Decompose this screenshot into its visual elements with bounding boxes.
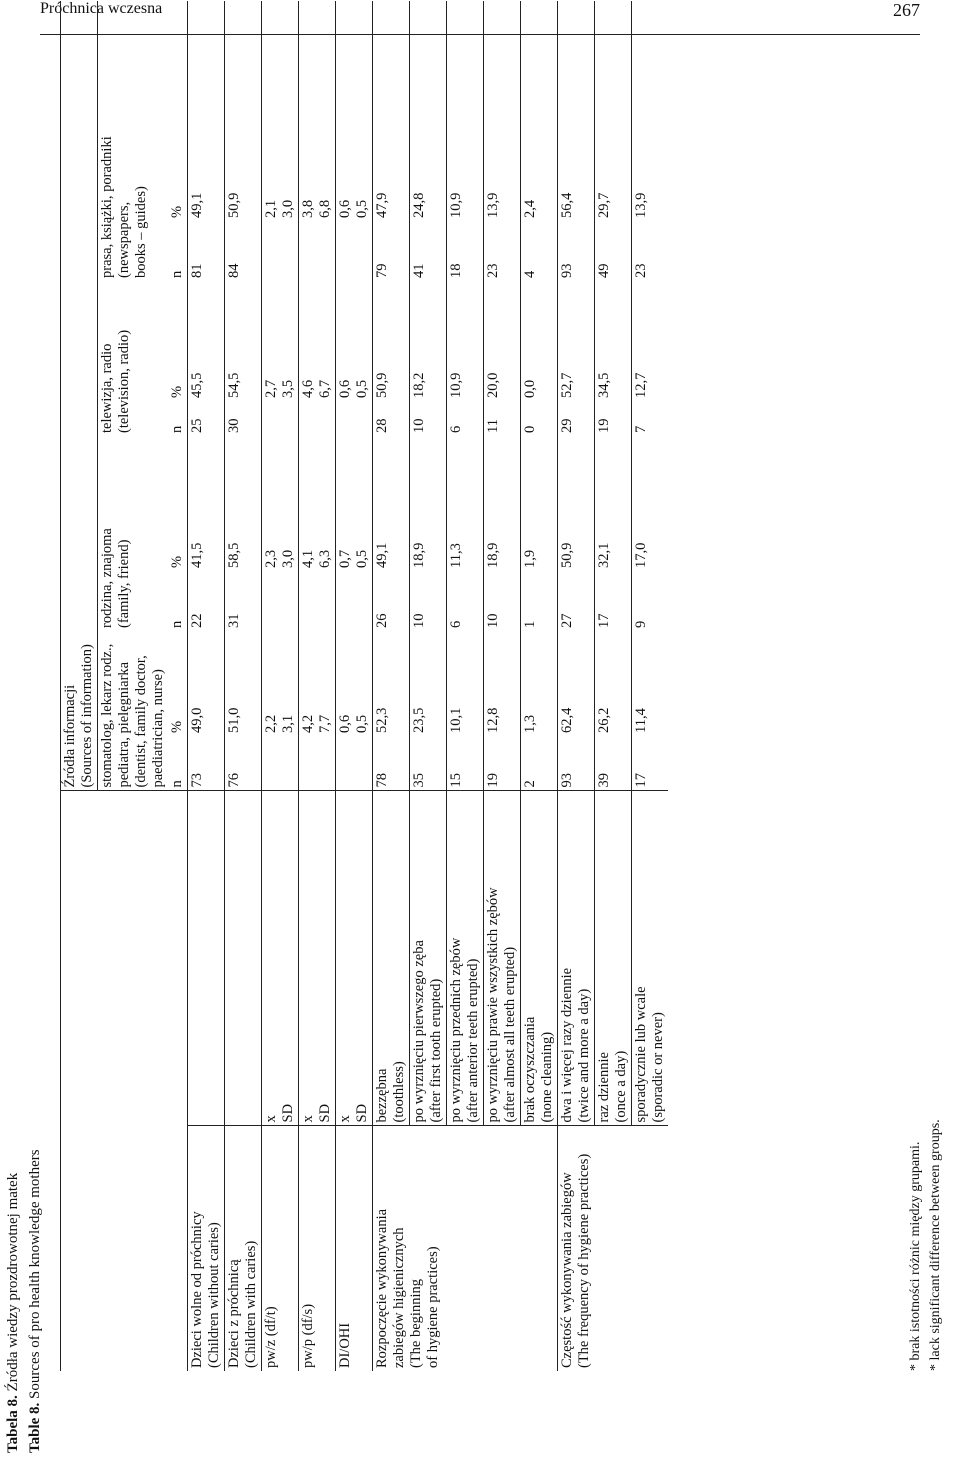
footnote-en: * lack significant difference between groups. <box>928 1119 943 1371</box>
row-sub-label: x SD <box>299 791 336 1126</box>
pct-header: % <box>168 436 188 571</box>
running-title: Próchnica wczesna <box>40 0 163 17</box>
value-cell: 0,0 <box>521 281 558 401</box>
value-cell: 93 <box>558 736 595 791</box>
value-cell: 4,2 7,7 <box>300 714 333 733</box>
value-cell: 0,7 0,5 <box>337 549 370 568</box>
value-cell: 17 <box>632 736 669 791</box>
value-cell: 58,5 <box>226 542 242 568</box>
table-row <box>262 1 299 1371</box>
item-label: po wyrznięciu pierwszego zęba (after first tooth erupted) <box>410 791 447 1126</box>
value-cell: 49,0 <box>189 707 205 733</box>
header-empty <box>61 791 188 1371</box>
item-label: sporadycznie lub wcale (sporadic or never) <box>632 791 669 1126</box>
n-header: n <box>168 221 188 281</box>
value-cell: 18,9 <box>410 436 447 571</box>
value-cell: 25 <box>189 418 205 433</box>
item-label: brak oczyszczania (none cleaning) <box>521 791 558 1126</box>
source-header: telewizja, radio (television, radio) <box>98 281 169 436</box>
table-cell <box>262 401 299 436</box>
value-cell: 56,4 <box>558 1 595 221</box>
row-label: DI/OHI <box>336 1126 373 1371</box>
value-cell: 10,1 <box>447 631 484 736</box>
pct-header: % <box>168 281 188 401</box>
value-cell: 54,5 <box>226 372 242 398</box>
sources-group-header: Źródła informacji (Sources of information) <box>61 1 98 791</box>
value-cell: 39 <box>595 736 632 791</box>
table-cell <box>299 221 336 281</box>
pct-header: % <box>168 631 188 736</box>
value-cell: 19 <box>595 401 632 436</box>
n-header: n <box>168 571 188 631</box>
value-cell: 52,3 <box>373 631 410 736</box>
value-cell: 29 <box>558 401 595 436</box>
table-cell <box>299 736 336 791</box>
value-cell: 0,6 0,5 <box>337 199 370 218</box>
table-cell <box>299 401 336 436</box>
table-row <box>225 1 262 1371</box>
value-cell: 35 <box>410 736 447 791</box>
n-header: n <box>168 401 188 436</box>
value-cell: 22 <box>189 613 205 628</box>
value-cell: 2,3 3,0 <box>263 549 296 568</box>
value-cell: 41 <box>410 221 447 281</box>
table-row <box>558 1 595 1371</box>
value-cell: 11,3 <box>447 436 484 571</box>
source-header: rodzina, znajoma (family, friend) <box>98 436 169 631</box>
row-label: pw/z (df/t) <box>262 1126 299 1371</box>
value-cell: 50,9 <box>226 192 242 218</box>
value-cell: 0,6 0,5 <box>337 714 370 733</box>
value-cell: 2,1 3,0 <box>263 199 296 218</box>
value-cell: 12,8 <box>484 631 521 736</box>
value-cell: 24,8 <box>410 1 447 221</box>
page-number: 267 <box>893 0 920 20</box>
value-cell: 30 <box>226 418 242 433</box>
value-cell: 4,6 6,7 <box>300 379 333 398</box>
table-cell <box>262 571 299 631</box>
value-cell: 10 <box>410 571 447 631</box>
value-cell: 11 <box>484 401 521 436</box>
value-cell: 26,2 <box>595 631 632 736</box>
value-cell: 2,4 <box>521 1 558 221</box>
value-cell: 34,5 <box>595 281 632 401</box>
table-title-en: Table 8. Sources of pro health knowledge mothers <box>27 1149 43 1453</box>
row-sub-label: x SD <box>336 791 373 1126</box>
value-cell: 27 <box>558 571 595 631</box>
value-cell: 79 <box>373 221 410 281</box>
value-cell: 41,5 <box>189 542 205 568</box>
value-cell: 10,9 <box>447 281 484 401</box>
value-cell: 10 <box>484 571 521 631</box>
value-cell: 18,9 <box>484 436 521 571</box>
table-cell <box>262 221 299 281</box>
item-label: dwa i więcej razy dziennie (twice and more a day) <box>558 791 595 1126</box>
value-cell: 23 <box>632 221 669 281</box>
value-cell: 76 <box>226 773 242 788</box>
value-cell: 4,1 6,3 <box>300 549 333 568</box>
value-cell: 1,9 <box>521 436 558 571</box>
value-cell: 0,6 0,5 <box>337 379 370 398</box>
value-cell: 2,7 3,5 <box>263 379 296 398</box>
table-row <box>373 1 410 1371</box>
value-cell: 11,4 <box>632 631 669 736</box>
table-cell <box>336 571 373 631</box>
value-cell: 0 <box>521 401 558 436</box>
value-cell: 18 <box>447 221 484 281</box>
value-cell: 15 <box>447 736 484 791</box>
value-cell: 23 <box>484 221 521 281</box>
value-cell: 1,3 <box>521 631 558 736</box>
value-cell: 6 <box>447 401 484 436</box>
sources-table <box>60 1 668 1371</box>
value-cell: 49,1 <box>373 436 410 571</box>
value-cell: 3,8 6,8 <box>300 199 333 218</box>
value-cell: 12,7 <box>632 281 669 401</box>
group-label: Częstość wykonywania zabiegów (The frequency of hygiene practices) <box>558 1126 669 1371</box>
group-label: Rozpoczęcie wykonywania zabiegów higienicznych (The beginning of hygiene practices) <box>373 1126 558 1371</box>
row-sub-label <box>188 791 225 1126</box>
value-cell: 51,0 <box>226 707 242 733</box>
value-cell: 13,9 <box>632 1 669 221</box>
value-cell: 20,0 <box>484 281 521 401</box>
value-cell: 9 <box>632 571 669 631</box>
value-cell: 1 <box>521 571 558 631</box>
value-cell: 49 <box>595 221 632 281</box>
value-cell: 4 <box>521 221 558 281</box>
value-cell: 47,9 <box>373 1 410 221</box>
table-cell <box>299 571 336 631</box>
n-header: n <box>168 736 188 791</box>
table-cell <box>336 736 373 791</box>
table-cell <box>336 401 373 436</box>
row-label: Dzieci z próchnicą (Children with caries) <box>225 1126 262 1371</box>
value-cell: 52,7 <box>558 281 595 401</box>
table-title-pl: Tabela 8. Źródła wiedzy prozdrowotnej matek <box>5 1172 21 1453</box>
value-cell: 81 <box>189 263 205 278</box>
table-cell <box>336 221 373 281</box>
rotated-page-content <box>0 61 950 1461</box>
value-cell: 13,9 <box>484 1 521 221</box>
value-cell: 23,5 <box>410 631 447 736</box>
value-cell: 17,0 <box>632 436 669 571</box>
table-row <box>299 1 336 1371</box>
row-sub-label: x SD <box>262 791 299 1126</box>
pct-header: % <box>168 1 188 221</box>
value-cell: 32,1 <box>595 436 632 571</box>
value-cell: 50,9 <box>558 436 595 571</box>
value-cell: 93 <box>558 221 595 281</box>
row-label: pw/p (df/s) <box>299 1126 336 1371</box>
item-label: bezzębna (toothless) <box>373 791 410 1126</box>
value-cell: 62,4 <box>558 631 595 736</box>
value-cell: 10,9 <box>447 1 484 221</box>
value-cell: 31 <box>226 613 242 628</box>
item-label: po wyrznięciu przednich zębów (after anterior teeth erupted) <box>447 791 484 1126</box>
row-sub-label <box>225 791 262 1126</box>
value-cell: 28 <box>373 401 410 436</box>
value-cell: 19 <box>484 736 521 791</box>
value-cell: 50,9 <box>373 281 410 401</box>
value-cell: 73 <box>189 773 205 788</box>
table-cell <box>262 736 299 791</box>
value-cell: 49,1 <box>189 192 205 218</box>
value-cell: 6 <box>447 571 484 631</box>
value-cell: 26 <box>373 571 410 631</box>
value-cell: 17 <box>595 571 632 631</box>
value-cell: 78 <box>373 736 410 791</box>
value-cell: 18,2 <box>410 281 447 401</box>
value-cell: 84 <box>226 263 242 278</box>
footnote-pl: * brak istotności różnic między grupami. <box>908 1141 923 1371</box>
header-row-group <box>61 1 98 1371</box>
item-label: po wyrznięciu prawie wszystkich zębów (after almost all teeth erupted) <box>484 791 521 1126</box>
value-cell: 7 <box>632 401 669 436</box>
table-row <box>336 1 373 1371</box>
value-cell: 2 <box>521 736 558 791</box>
value-cell: 10 <box>410 401 447 436</box>
row-label: Dzieci wolne od próchnicy (Children without caries) <box>188 1126 225 1371</box>
table-row <box>188 1 225 1371</box>
value-cell: 29,7 <box>595 1 632 221</box>
item-label: raz dziennie (once a day) <box>595 791 632 1126</box>
source-header: prasa, książki, poradniki (newspapers, books – guides) <box>98 1 169 281</box>
value-cell: 2,2 3,1 <box>263 714 296 733</box>
value-cell: 45,5 <box>189 372 205 398</box>
source-header: stomatolog, lekarz rodz., pediatra, pielęgniarka (dentist, family doctor, paediatrician, nurse) <box>98 631 169 791</box>
